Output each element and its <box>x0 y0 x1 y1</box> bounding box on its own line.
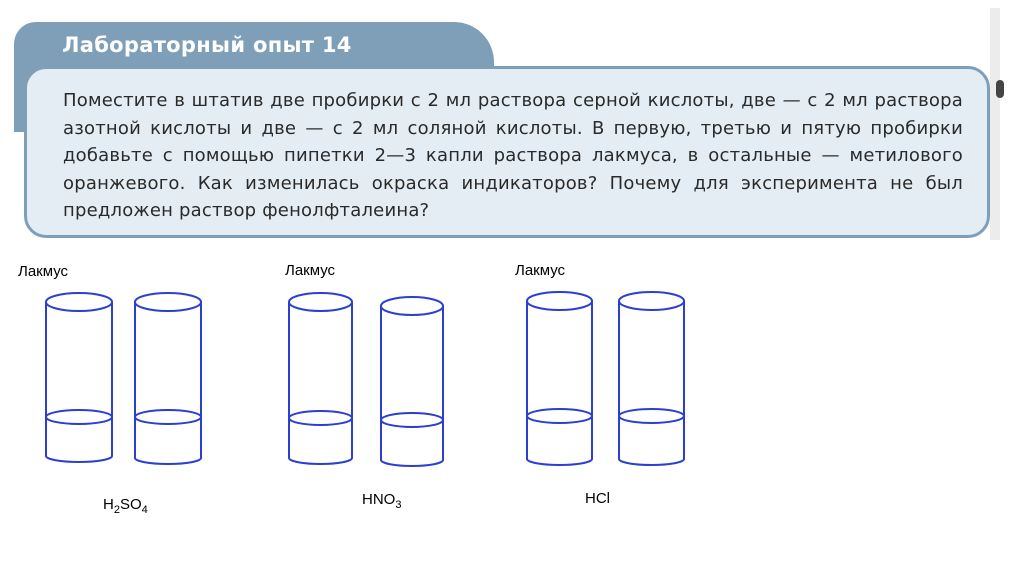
test-tube-2 <box>135 293 201 464</box>
indicator-label-3: Лакмус <box>515 262 566 279</box>
indicator-label-1: Лакмус <box>18 263 69 280</box>
experiment-title: Лабораторный опыт 14 <box>62 33 352 57</box>
test-tube-6 <box>619 292 684 465</box>
acid-label-hno3: $HNO_3$ <box>362 491 402 511</box>
acid-label-h2so4: $H_2SO_4$ <box>103 496 148 516</box>
test-tube-1 <box>46 293 112 462</box>
indicator-label-2: Лакмус <box>285 262 336 279</box>
test-tube-4 <box>381 297 443 466</box>
experiment-instructions: Поместите в штатив две пробирки с 2 мл раствора серной кислоты, две — с 2 мл раствора азотной кислоты и две — с 2 мл соляной кислоты. В первую, третью и пятую пробирки добавьте с помощью пипетки 2—3 капли раствора лакмуса, в остальные — метилового оранжевого. Как изменилась окраска индикаторов? Почему для эксперимента не был предложен раствор фенолфталеина? <box>63 90 963 221</box>
acid-label-hcl: HCl <box>585 490 610 507</box>
test-tube-3 <box>289 293 352 464</box>
test-tube-5 <box>527 292 592 465</box>
